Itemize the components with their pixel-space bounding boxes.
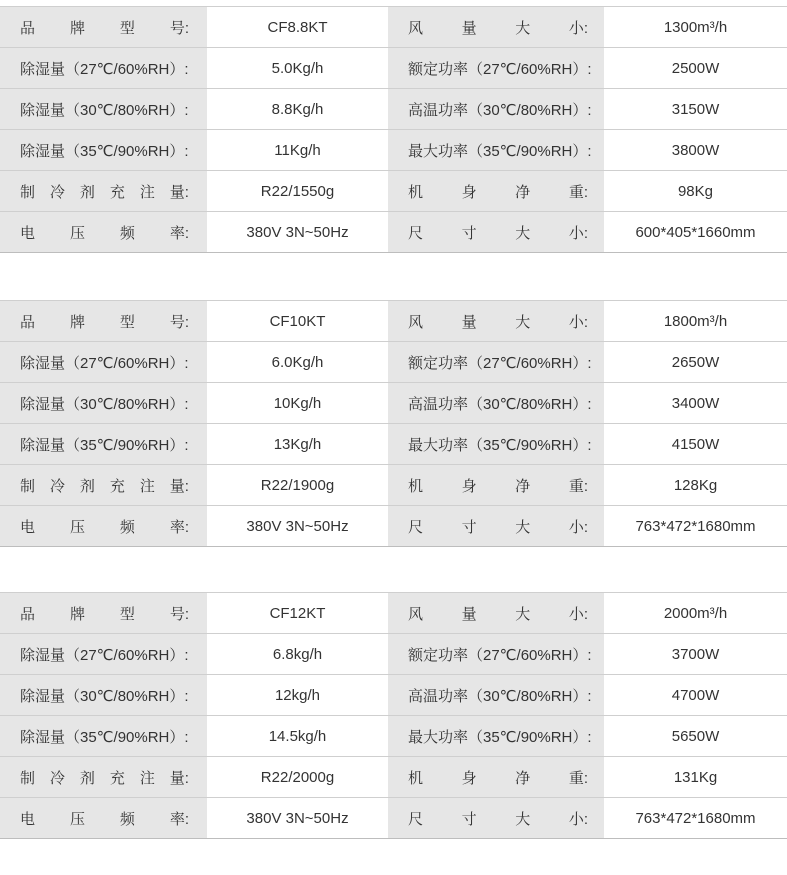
label-char: 充: [109, 477, 125, 495]
label-char: 制: [20, 769, 36, 787]
spec-row: [0, 212, 787, 253]
label-char: 大: [515, 313, 531, 331]
left-spec-label: [0, 7, 207, 48]
left-spec-value: 380V 3N~50Hz: [207, 212, 388, 253]
label-char: 压: [69, 810, 85, 828]
right-spec-value: 2500W: [604, 48, 787, 89]
right-spec-label: [388, 716, 604, 757]
left-spec-label: [0, 465, 207, 506]
label-char: 大: [515, 605, 531, 623]
label-char: 率:: [169, 810, 189, 828]
label-char: 剂: [79, 477, 95, 495]
spec-row: [0, 675, 787, 716]
right-spec-label: [388, 171, 604, 212]
left-spec-value: CF8.8KT: [207, 7, 388, 48]
spec-table-cf8-8kt: [0, 6, 787, 253]
label-char: 电: [20, 810, 36, 828]
label-char: 注: [139, 477, 155, 495]
right-spec-value: 2000m³/h: [604, 593, 787, 634]
label-char: 频: [119, 224, 135, 242]
label-text: 除湿量（27℃/60%RH）:: [20, 646, 189, 664]
label-char: 寸: [461, 810, 477, 828]
left-spec-label: [0, 757, 207, 798]
label-char: 风: [408, 19, 424, 37]
label-char: 身: [461, 769, 477, 787]
right-spec-value: 1800m³/h: [604, 301, 787, 342]
left-spec-label: [0, 212, 207, 253]
spec-row: [0, 48, 787, 89]
label-char: 型: [119, 19, 135, 37]
spec-row: [0, 89, 787, 130]
label-char: 寸: [461, 518, 477, 536]
left-spec-value: 10Kg/h: [207, 383, 388, 424]
label-text: 除湿量（30℃/80%RH）:: [20, 101, 189, 119]
label-char: 品: [20, 19, 36, 37]
spec-row: [0, 757, 787, 798]
label-char: 充: [109, 183, 125, 201]
left-spec-label: [0, 506, 207, 547]
label-char: 重:: [568, 477, 588, 495]
left-spec-value: 13Kg/h: [207, 424, 388, 465]
label-char: 机: [408, 477, 424, 495]
label-char: 剂: [79, 769, 95, 787]
label-text: 除湿量（30℃/80%RH）:: [20, 395, 189, 413]
label-text: 高温功率（30℃/80%RH）:: [408, 101, 592, 119]
label-char: 冷: [49, 769, 65, 787]
left-spec-label: [0, 171, 207, 212]
right-spec-label: [388, 593, 604, 634]
label-char: 净: [515, 477, 531, 495]
left-spec-value: 380V 3N~50Hz: [207, 506, 388, 547]
label-char: 电: [20, 224, 36, 242]
spec-row: [0, 171, 787, 212]
label-char: 量: [461, 605, 477, 623]
label-char: 尺: [408, 810, 424, 828]
right-spec-label: [388, 342, 604, 383]
label-char: 重:: [568, 183, 588, 201]
label-char: 注: [139, 183, 155, 201]
spec-row: [0, 301, 787, 342]
label-char: 制: [20, 183, 36, 201]
label-char: 小:: [568, 605, 588, 623]
spec-row: [0, 798, 787, 839]
left-spec-label: [0, 798, 207, 839]
right-spec-value: 4700W: [604, 675, 787, 716]
left-spec-value: 14.5kg/h: [207, 716, 388, 757]
label-text: 最大功率（35℃/90%RH）:: [408, 728, 592, 746]
label-char: 冷: [49, 477, 65, 495]
right-spec-value: 3400W: [604, 383, 787, 424]
label-char: 频: [119, 518, 135, 536]
right-spec-label: [388, 383, 604, 424]
label-char: 尺: [408, 224, 424, 242]
label-char: 冷: [49, 183, 65, 201]
label-char: 号:: [169, 313, 189, 331]
left-spec-value: 11Kg/h: [207, 130, 388, 171]
right-spec-label: [388, 798, 604, 839]
label-text: 除湿量（35℃/90%RH）:: [20, 436, 189, 454]
label-char: 号:: [169, 19, 189, 37]
label-char: 尺: [408, 518, 424, 536]
right-spec-label: [388, 48, 604, 89]
spec-row: [0, 716, 787, 757]
label-char: 品: [20, 605, 36, 623]
spec-row: [0, 593, 787, 634]
spec-row: [0, 383, 787, 424]
spec-row: [0, 424, 787, 465]
left-spec-label: [0, 48, 207, 89]
left-spec-label: [0, 342, 207, 383]
right-spec-label: [388, 465, 604, 506]
left-spec-label: [0, 675, 207, 716]
left-spec-label: [0, 424, 207, 465]
spec-row: [0, 634, 787, 675]
label-char: 小:: [568, 810, 588, 828]
label-text: 除湿量（30℃/80%RH）:: [20, 687, 189, 705]
left-spec-value: 6.8kg/h: [207, 634, 388, 675]
right-spec-value: 763*472*1680mm: [604, 798, 787, 839]
label-char: 牌: [69, 605, 85, 623]
right-spec-value: 2650W: [604, 342, 787, 383]
spec-row: [0, 342, 787, 383]
label-char: 小:: [568, 224, 588, 242]
label-char: 大: [515, 19, 531, 37]
label-char: 净: [515, 769, 531, 787]
label-char: 量:: [169, 769, 189, 787]
spec-row: [0, 7, 787, 48]
left-spec-value: CF10KT: [207, 301, 388, 342]
right-spec-value: 128Kg: [604, 465, 787, 506]
right-spec-label: [388, 212, 604, 253]
label-char: 品: [20, 313, 36, 331]
right-spec-value: 5650W: [604, 716, 787, 757]
left-spec-value: 5.0Kg/h: [207, 48, 388, 89]
label-char: 型: [119, 605, 135, 623]
right-spec-label: [388, 424, 604, 465]
spec-row: [0, 465, 787, 506]
right-spec-value: 98Kg: [604, 171, 787, 212]
label-char: 风: [408, 605, 424, 623]
label-char: 机: [408, 183, 424, 201]
label-text: 除湿量（27℃/60%RH）:: [20, 60, 189, 78]
label-char: 牌: [69, 313, 85, 331]
label-text: 最大功率（35℃/90%RH）:: [408, 436, 592, 454]
label-text: 额定功率（27℃/60%RH）:: [408, 646, 592, 664]
left-spec-value: CF12KT: [207, 593, 388, 634]
left-spec-label: [0, 301, 207, 342]
label-char: 小:: [568, 313, 588, 331]
label-char: 注: [139, 769, 155, 787]
label-text: 额定功率（27℃/60%RH）:: [408, 60, 592, 78]
label-char: 压: [69, 518, 85, 536]
label-char: 号:: [169, 605, 189, 623]
label-char: 身: [461, 477, 477, 495]
left-spec-value: 8.8Kg/h: [207, 89, 388, 130]
right-spec-value: 131Kg: [604, 757, 787, 798]
label-char: 小:: [568, 518, 588, 536]
right-spec-label: [388, 130, 604, 171]
left-spec-label: [0, 634, 207, 675]
right-spec-value: 3800W: [604, 130, 787, 171]
spec-table-cf10kt: [0, 300, 787, 547]
label-text: 除湿量（35℃/90%RH）:: [20, 728, 189, 746]
label-char: 型: [119, 313, 135, 331]
right-spec-label: [388, 301, 604, 342]
right-spec-value: 1300m³/h: [604, 7, 787, 48]
label-char: 频: [119, 810, 135, 828]
label-char: 量: [461, 313, 477, 331]
right-spec-value: 3700W: [604, 634, 787, 675]
label-char: 电: [20, 518, 36, 536]
label-char: 量:: [169, 477, 189, 495]
right-spec-label: [388, 506, 604, 547]
label-char: 制: [20, 477, 36, 495]
right-spec-label: [388, 675, 604, 716]
left-spec-label: [0, 593, 207, 634]
label-text: 除湿量（35℃/90%RH）:: [20, 142, 189, 160]
label-text: 高温功率（30℃/80%RH）:: [408, 395, 592, 413]
spec-row: [0, 506, 787, 547]
label-char: 寸: [461, 224, 477, 242]
left-spec-value: 6.0Kg/h: [207, 342, 388, 383]
left-spec-value: 380V 3N~50Hz: [207, 798, 388, 839]
right-spec-value: 600*405*1660mm: [604, 212, 787, 253]
label-char: 大: [515, 224, 531, 242]
spec-row: [0, 130, 787, 171]
label-char: 充: [109, 769, 125, 787]
label-char: 率:: [169, 224, 189, 242]
left-spec-value: R22/1550g: [207, 171, 388, 212]
right-spec-value: 763*472*1680mm: [604, 506, 787, 547]
right-spec-value: 4150W: [604, 424, 787, 465]
spec-table-cf12kt: [0, 592, 787, 839]
right-spec-label: [388, 757, 604, 798]
right-spec-value: 3150W: [604, 89, 787, 130]
label-text: 高温功率（30℃/80%RH）:: [408, 687, 592, 705]
label-char: 机: [408, 769, 424, 787]
left-spec-value: R22/1900g: [207, 465, 388, 506]
label-char: 剂: [79, 183, 95, 201]
label-text: 额定功率（27℃/60%RH）:: [408, 354, 592, 372]
label-char: 大: [515, 518, 531, 536]
left-spec-label: [0, 716, 207, 757]
left-spec-label: [0, 130, 207, 171]
label-char: 量:: [169, 183, 189, 201]
label-text: 除湿量（27℃/60%RH）:: [20, 354, 189, 372]
left-spec-label: [0, 383, 207, 424]
label-char: 量: [461, 19, 477, 37]
left-spec-value: R22/2000g: [207, 757, 388, 798]
right-spec-label: [388, 7, 604, 48]
label-char: 身: [461, 183, 477, 201]
left-spec-value: 12kg/h: [207, 675, 388, 716]
right-spec-label: [388, 89, 604, 130]
right-spec-label: [388, 634, 604, 675]
label-char: 小:: [568, 19, 588, 37]
label-char: 压: [69, 224, 85, 242]
label-text: 最大功率（35℃/90%RH）:: [408, 142, 592, 160]
label-char: 大: [515, 810, 531, 828]
label-char: 风: [408, 313, 424, 331]
label-char: 重:: [568, 769, 588, 787]
label-char: 牌: [69, 19, 85, 37]
label-char: 净: [515, 183, 531, 201]
label-char: 率:: [169, 518, 189, 536]
left-spec-label: [0, 89, 207, 130]
